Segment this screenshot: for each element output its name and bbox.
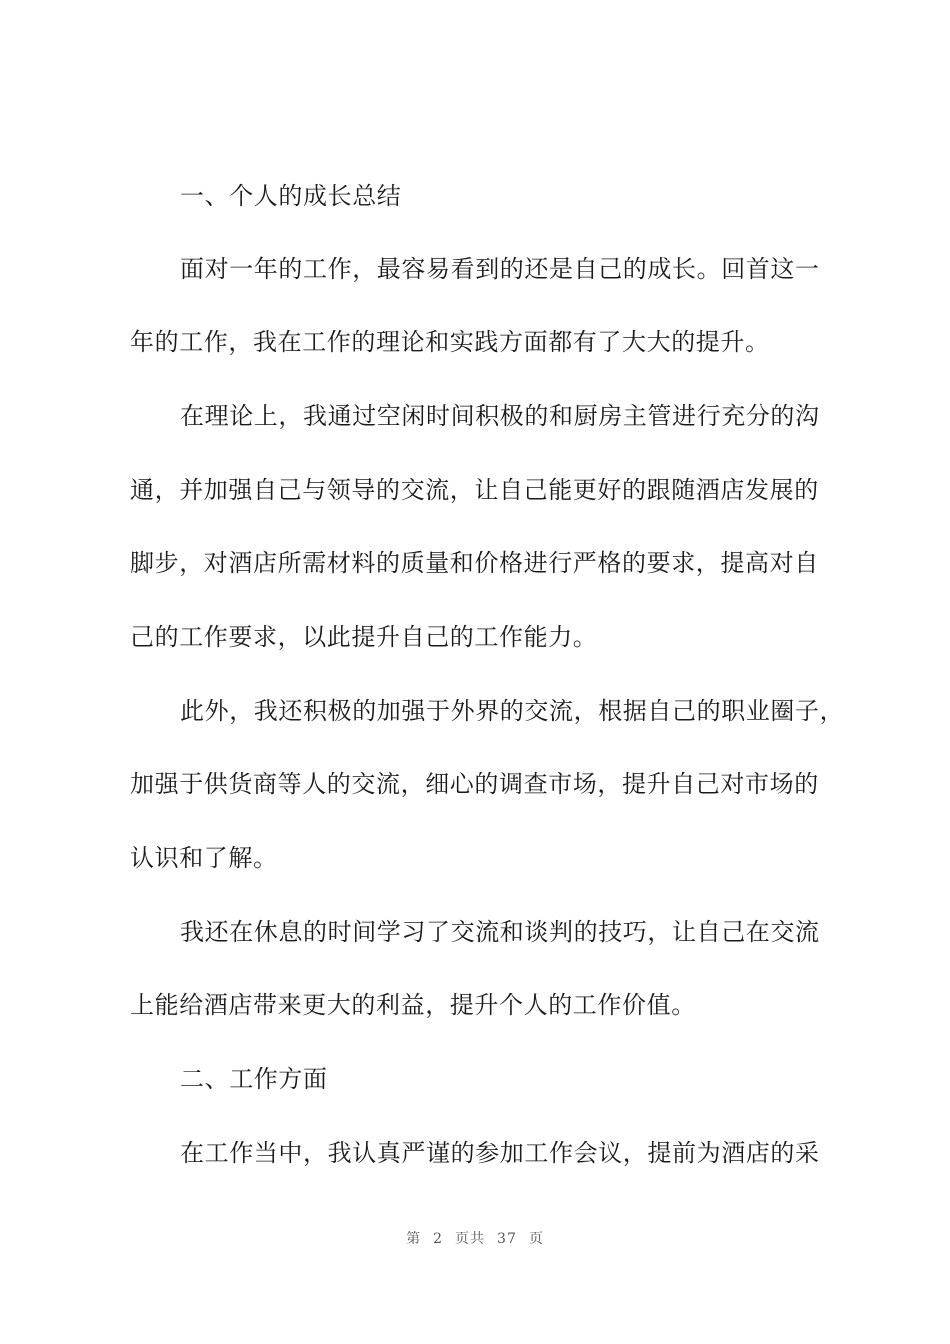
footer-suffix: 页 (528, 1231, 544, 1247)
heading-work-aspects: 二、工作方面 (180, 1065, 328, 1093)
paragraph-line: 在理论上，我通过空闲时间积极的和厨房主管进行充分的沟 (180, 402, 820, 430)
paragraph-line: 脚步，对酒店所需材料的质量和价格进行严格的要求，提高对自 (130, 549, 819, 577)
paragraph-line: 在工作当中，我认真严谨的参加工作会议，提前为酒店的采 (180, 1139, 820, 1167)
footer-total-pages: 37 (497, 1231, 517, 1247)
paragraph-line: 年的工作，我在工作的理论和实践方面都有了大大的提升。 (130, 328, 770, 356)
paragraph-line: 认识和了解。 (130, 844, 278, 872)
paragraph-line: 此外，我还积极的加强于外界的交流，根据自己的职业圈子， (180, 697, 845, 725)
paragraph-line: 通，并加强自己与领导的交流，让自己能更好的跟随酒店发展的 (130, 476, 819, 504)
paragraph-line: 我还在休息的时间学习了交流和谈判的技巧，让自己在交流 (180, 918, 820, 946)
page-footer (0, 1228, 950, 1248)
footer-middle: 页共 (455, 1231, 486, 1247)
heading-personal-growth: 一、个人的成长总结 (180, 182, 402, 210)
paragraph-line: 上能给酒店带来更大的利益，提升个人的工作价值。 (130, 991, 696, 1019)
paragraph-line: 加强于供货商等人的交流，细心的调查市场，提升自己对市场的 (130, 770, 819, 798)
footer-page-number: 2 (433, 1231, 444, 1247)
paragraph-line: 己的工作要求，以此提升自己的工作能力。 (130, 623, 598, 651)
footer-prefix: 第 (406, 1231, 422, 1247)
paragraph-line: 面对一年的工作，最容易看到的还是自己的成长。回首这一 (180, 255, 820, 283)
